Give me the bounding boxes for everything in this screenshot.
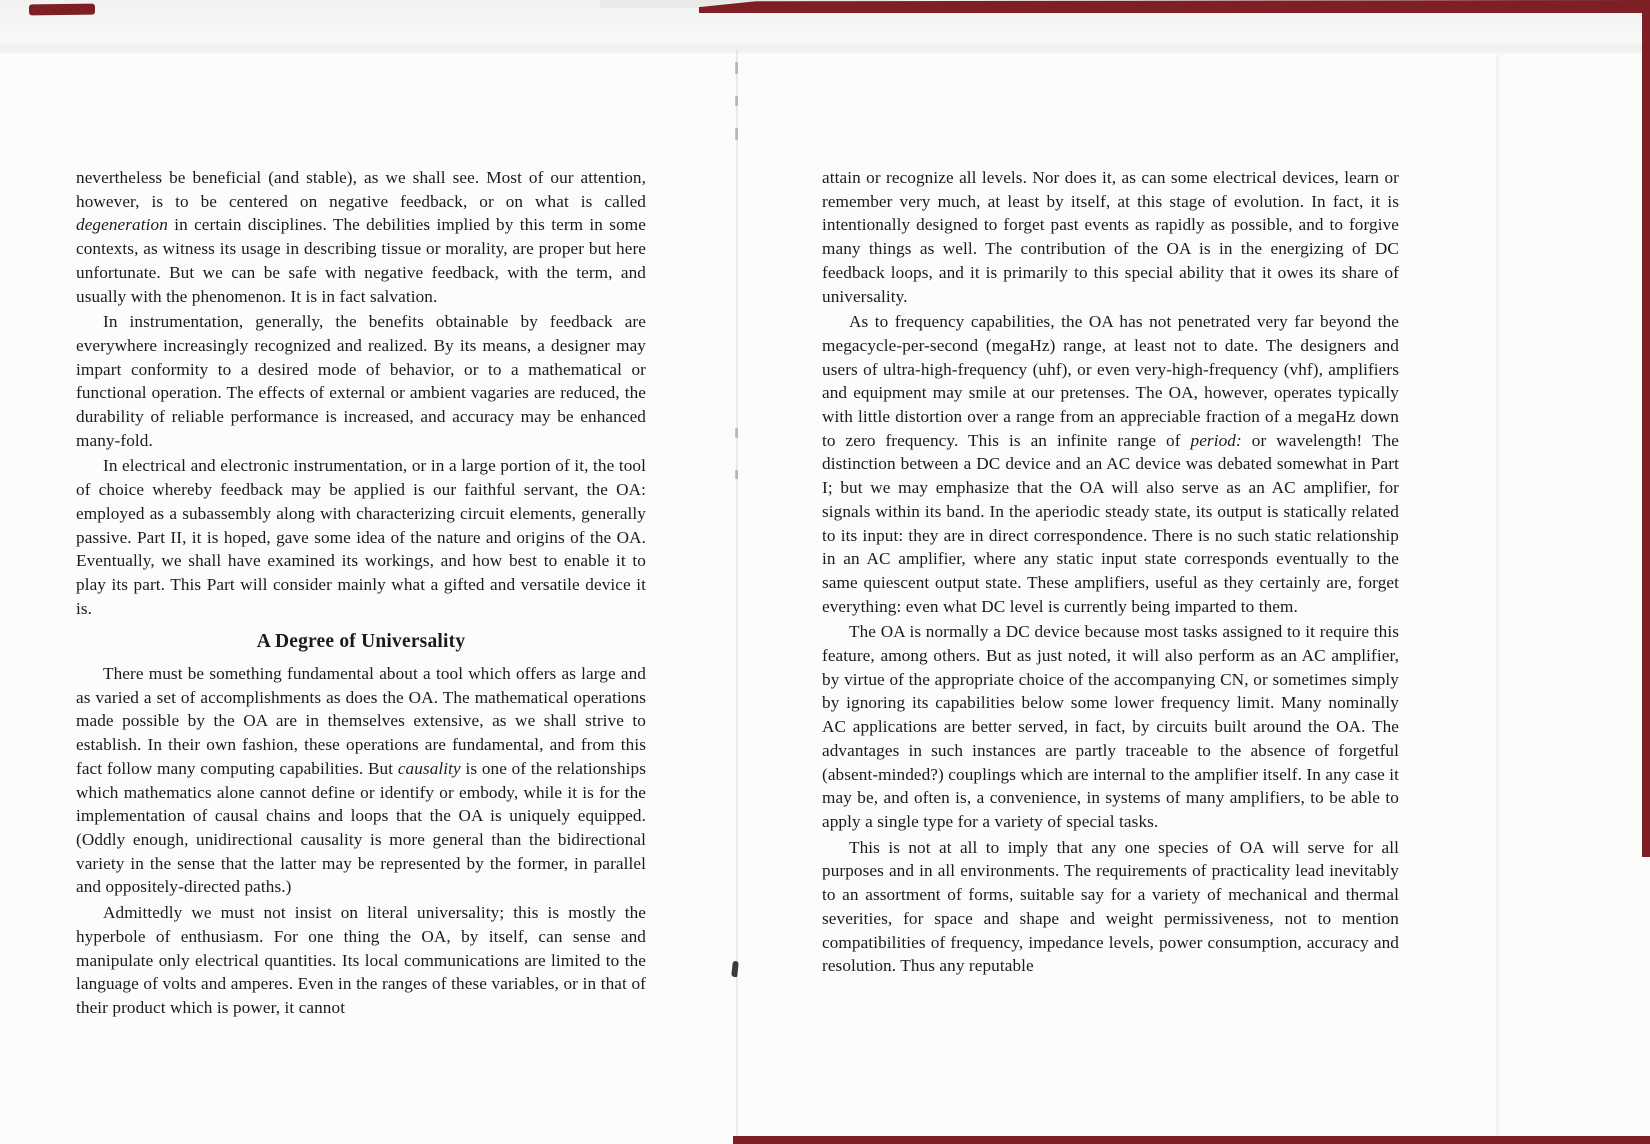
text-run: This is not at all to imply that any one species of OA will serve for all purposes and in all environments. The requirements of practicality lead inevitably to an assortment of forms, suitable say for a variety of mechanical and thermal severities, for space and shape and weight permissiveness, not to mention compatibilities of frequency, impedance levels, power consumption, accuracy and resolution. Thus any reputable bbox=[822, 837, 1399, 976]
under-page-edge bbox=[1496, 55, 1499, 1144]
text-run: attain or recognize all levels. Nor does it, as can some electrical devices, learn or remember very much, at least by itself, at this stage of evolution. In fact, it is intentionally designed to forget past events as rapidly as possible, and to forgive many things as well. The contribution of the OA is in the energizing of DC feedback loops, and it is primarily to this special ability that it owes its share of universality. bbox=[822, 168, 1399, 306]
cover-edge-top-right bbox=[699, 0, 1650, 13]
left-page-text-column bbox=[76, 166, 646, 1022]
text-run: There must be something fundamental about a tool which offers as large and as varied a set of accomplishments as does the OA. The mathematical operations made possible by the OA are in themselves extensive, as we shall strive to establish. In their own fashion, these operations are fundamental, and from this fact follow many computing capabilities. But bbox=[76, 664, 646, 778]
text-run: In instrumentation, generally, the benefits obtainable by feedback are everywhere increasingly recognized and realized. By its means, a designer may impart conformity to a desired mode of behavior, or to a mathematical or functional operation. The effects of external or ambient vagaries are reduced, the durability of reliable performance is increased, and accuracy may be enhanced many-fold. bbox=[76, 312, 646, 450]
paragraph bbox=[822, 620, 1399, 833]
text-run: nevertheless be beneficial (and stable), as we shall see. Most of our attention, however, is to be centered on negative feedback, or on what is called bbox=[76, 168, 646, 211]
section-heading: A Degree of Universality bbox=[256, 631, 466, 653]
cover-edge-bottom bbox=[733, 1136, 1650, 1144]
paragraph bbox=[822, 836, 1399, 978]
paragraph bbox=[76, 166, 646, 308]
gutter-stitch-mark bbox=[735, 62, 738, 74]
paragraph bbox=[76, 310, 646, 452]
page-gutter bbox=[736, 50, 738, 1144]
paragraph bbox=[822, 310, 1399, 618]
text-run: The OA is normally a DC device because most tasks assigned to it require this feature, among others. But as just noted, it will also perform as an AC amplifier, by virtue of the appropriate choice of the accompanying CN, or sometimes simply by ignoring its capabilities below some lower frequency limit. Many nominally AC applications are better served, in fact, by circuits built around the OA. The advantages in such instances are partly traceable to the absence of forgetful (absent-minded?) couplings which are internal to the amplifier itself. In any case it may be, and often is, a convenience, in systems of many amplifiers, to be able to apply a single type for a variety of special tasks. bbox=[822, 622, 1399, 831]
text-run: As to frequency capabilities, the OA has not penetrated very far beyond the megacycle-per-second (megaHz) range, at least not to date. The designers and users of ultra-high-frequency (uhf), or even very-high-frequency (vhf), amplifiers and equipment may smile at our pretenses. The OA, however, operates typically with little distortion over a range from an appreciable fraction of a megaHz down to zero frequency. This is an infinite range of bbox=[822, 312, 1399, 450]
gutter-stitch-mark bbox=[735, 470, 738, 479]
text-run: in certain disciplines. The debilities implied by this term in some contexts, as witness its usage in describing tissue or morality, are proper but here unfortunate. But we can be safe with negative feedback, with the term, and usually with the phenomenon. It is in fact salvation. bbox=[76, 215, 646, 306]
cover-edge-top-left bbox=[29, 4, 95, 16]
gutter-stitch-mark bbox=[735, 128, 738, 140]
scan-streak bbox=[0, 44, 1650, 53]
text-run: Admittedly we must not insist on literal universality; this is mostly the hyperbole of enthusiasm. For one thing the OA, by itself, can sense and manipulate only electrical quantities. Its local communications are limited to the language of volts and amperes. Even in the ranges of these variables, or in that of their product which is power, it cannot bbox=[76, 903, 646, 1017]
cover-edge-right bbox=[1642, 0, 1650, 857]
paragraph bbox=[76, 662, 646, 899]
italic-text-run: degeneration bbox=[76, 215, 168, 235]
text-run: is one of the relationships which mathematics alone cannot define or identify or embody, while it is for the implementation of causal chains and loops that the OA is uniquely equipped. (Oddly enough, unidirectional causality is more general than the bidirectional variety in the sense that the latter may be represented by the former, in parallel and oppositely-directed paths.) bbox=[76, 758, 647, 897]
italic-text-run: period: bbox=[1190, 430, 1242, 450]
paragraph bbox=[76, 454, 646, 620]
paragraph bbox=[76, 901, 646, 1020]
paragraph bbox=[822, 166, 1399, 308]
right-page-text-column bbox=[822, 166, 1399, 980]
italic-text-run: causality bbox=[397, 758, 461, 778]
gutter-stitch-mark bbox=[735, 428, 738, 438]
gutter-stitch-mark bbox=[735, 96, 738, 106]
text-run: In electrical and electronic instrumentation, or in a large portion of it, the tool of choice whereby feedback may be applied is our faithful servant, the OA: employed as a subassembly along with characterizing circuit elements, generally passive. Part II, it is hoped, gave some idea of the nature and origins of the OA. Eventually, we shall have examined its workings, and how best to enable it to play its part. This Part will consider mainly what a gifted and versatile device it is. bbox=[76, 456, 646, 618]
text-run: or wavelength! The distinction between a DC device and an AC device was debated somewhat in Part I; but we may emphasize that the OA will also serve as an AC amplifier, for signals within its band. In the aperiodic steady state, its output is statically related to its input: they are in direct correspondence. There is no such static relationship in an AC amplifier, where any static input state corresponds eventually to the same quiescent output state. These amplifiers, useful as they certainly are, forget everything: even what DC level is currently being imparted to them. bbox=[822, 430, 1399, 616]
